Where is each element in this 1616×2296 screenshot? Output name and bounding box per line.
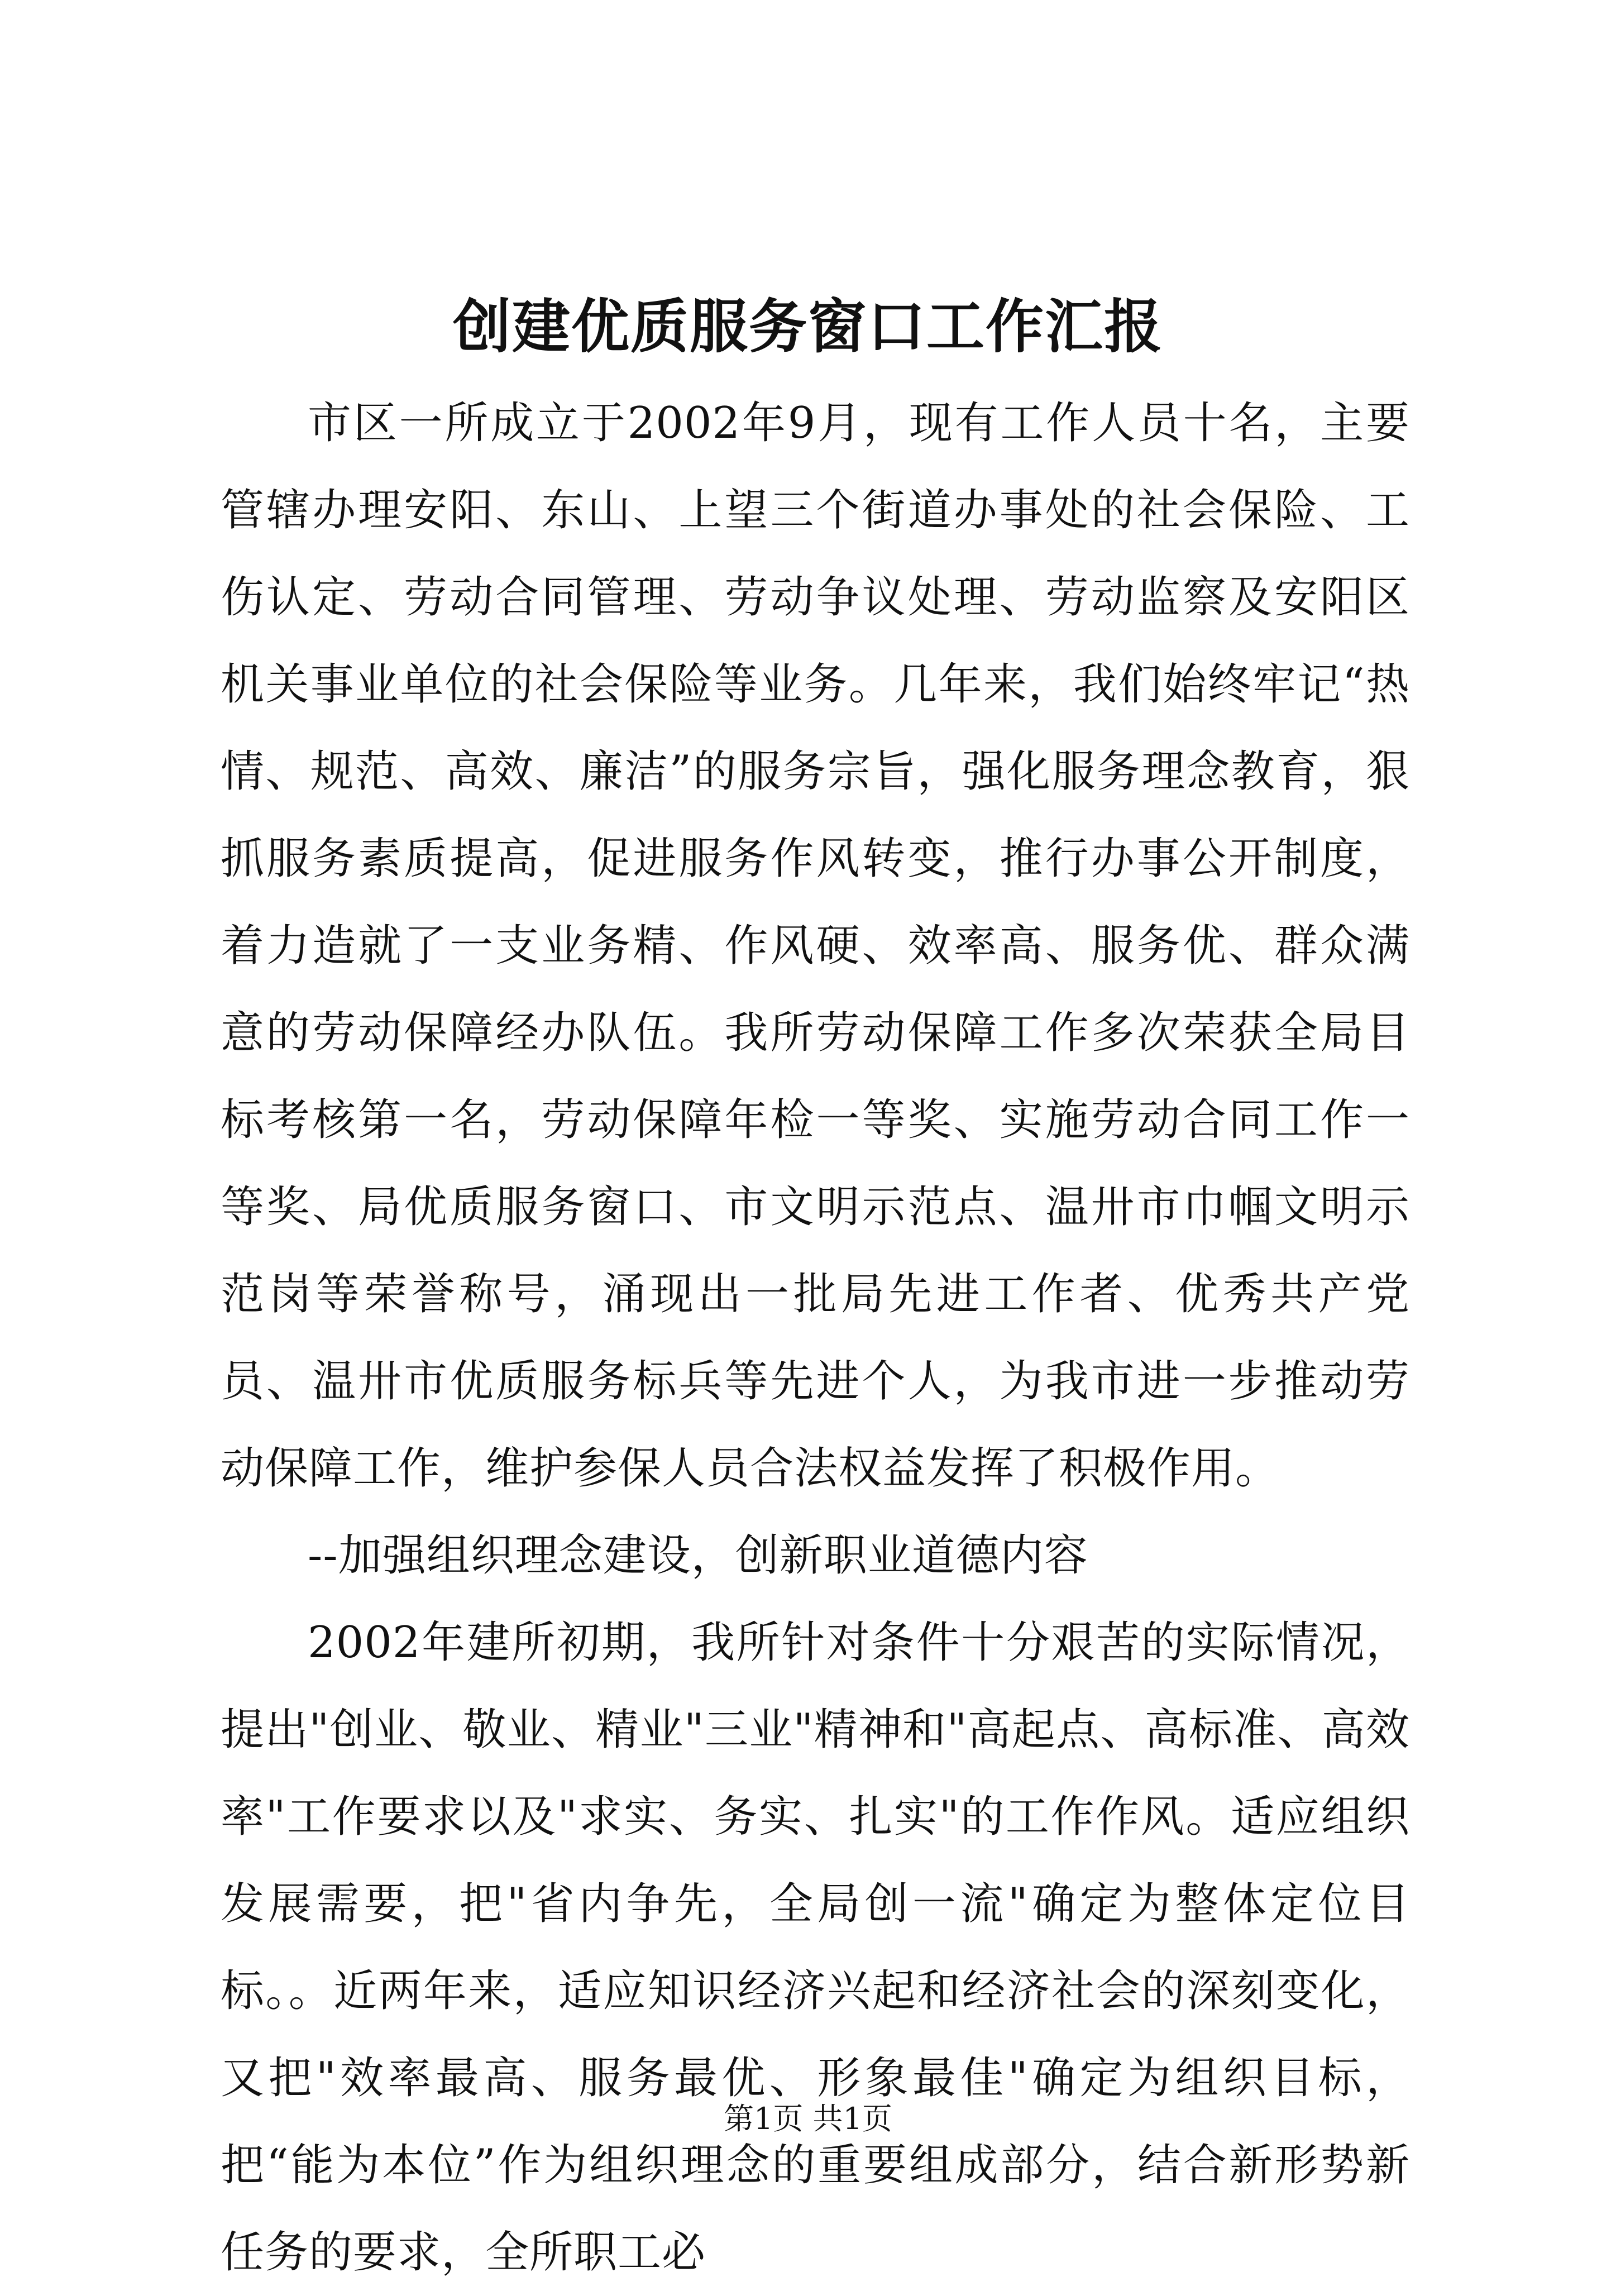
paragraph-founding: 2002年建所初期，我所针对条件十分艰苦的实际情况，提出"创业、敬业、精业"三业"精神和"高起点、高标准、高效率"工作要求以及"求实、务实、扎实"的工作作风。适应组织发展需要，把"省内争先，全局创一流"确定为整体定位目标。。近两年来，适应知识经济兴起和经济社会的深刻变化，又把"效率最高、服务最优、形象最佳"确定为组织目标，把“能为本位”作为组织理念的重要组成部分，结合新形势新任务的要求，全所职工必 xyxy=(221,1618,1410,2278)
document-body xyxy=(221,380,1410,2296)
paragraph-heading: --加强组织理念建设，创新职业道德内容 xyxy=(308,1530,1088,1581)
page-number-footer: 第1页 共1页 xyxy=(724,2101,892,2136)
document-title: 创建优质服务窗口工作汇报 xyxy=(452,292,1163,361)
paragraph-intro: 市区一所成立于2002年9月，现有工作人员十名，主要管辖办理安阳、东山、上望三个街道办事处的社会保险、工伤认定、劳动合同管理、劳动争议处理、劳动监察及安阳区机关事业单位的社会保险等业务。几年来，我们始终牢记“热情、规范、高效、廉洁”的服务宗旨，强化服务理念教育，狠抓服务素质提高，促进服务作风转变，推行办事公开制度，着力造就了一支业务精、作风硬、效率高、服务优、群众满意的劳动保障经办队伍。我所劳动保障工作多次荣获全局目标考核第一名，劳动保障年检一等奖、实施劳动合同工作一等奖、局优质服务窗口、市文明示范点、温卅市巾帼文明示范岗等荣誉称号，涌现出一批局先进工作者、优秀共产党员、温卅市优质服务标兵等先进个人，为我市进一步推动劳动保障工作，维护参保人员合法权益发挥了积极作用。 xyxy=(221,398,1410,1494)
